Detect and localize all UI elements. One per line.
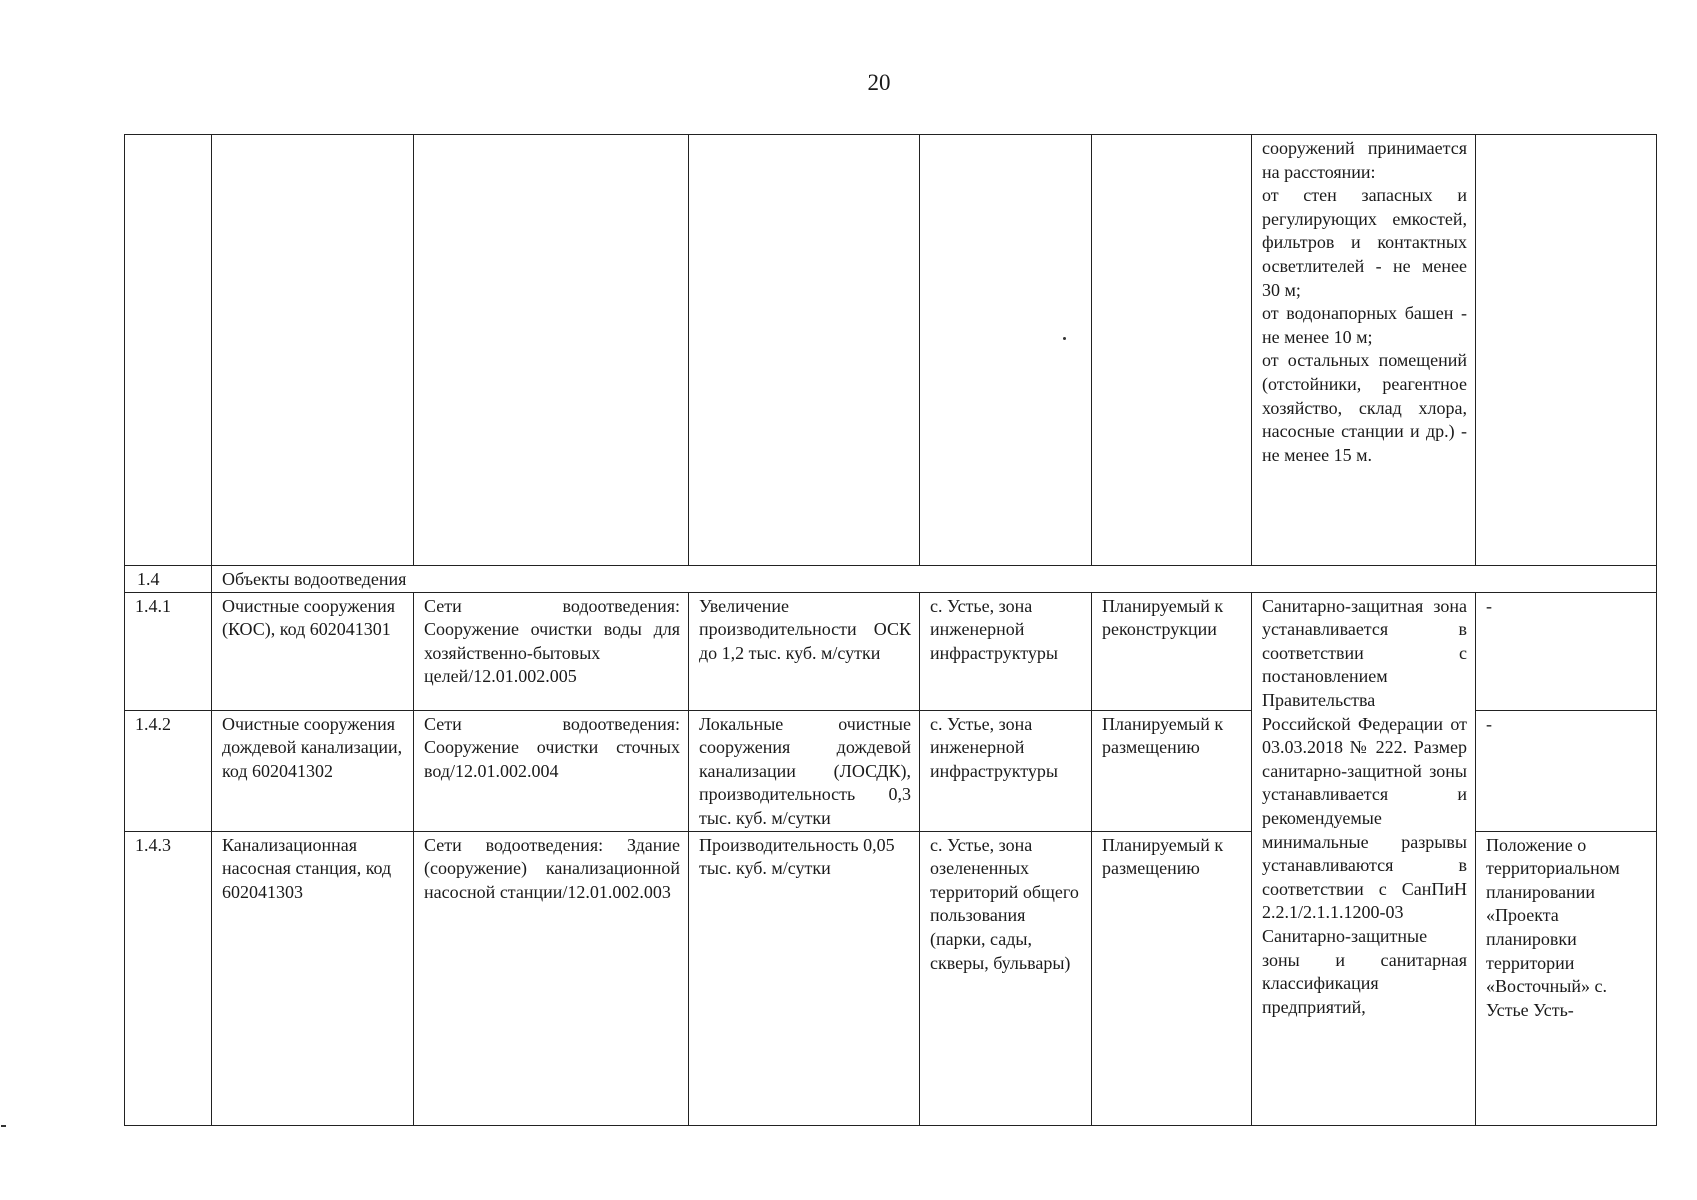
cont-cell-params <box>689 135 920 566</box>
distance-line: от водонапорных башен - не менее 10 м; <box>1262 303 1467 347</box>
row-note: - <box>1476 592 1657 710</box>
row-status: Планируемый к размещению <box>1092 831 1252 1125</box>
cont-cell-name <box>212 135 414 566</box>
row-type: Сети водоотведения: Сооружение очистки сточных вод/12.01.002.004 <box>414 710 689 831</box>
cont-cell-zone-distances <box>1252 135 1476 566</box>
section-header-row <box>125 566 1657 593</box>
row-code: 1.4.1 <box>125 592 212 710</box>
row-params: Увеличение производительности ОСК до 1,2 тыс. куб. м/сутки <box>689 592 920 710</box>
facilities-table <box>124 134 1657 1126</box>
row-note: Положение о территориальном планировании «Проекта планировки территории «Восточный» с. Устье Усть- <box>1476 831 1657 1125</box>
distance-line: от стен запасных и регулирующих емкостей, фильтров и контактных осветлителей - не менее 30 м; <box>1262 185 1467 300</box>
row-type: Сети водоотведения: Здание (сооружение) канализационной насосной станции/12.01.002.003 <box>414 831 689 1125</box>
table-row <box>125 592 1657 710</box>
row-code: 1.4.3 <box>125 831 212 1125</box>
row-status: Планируемый к реконструкции <box>1092 592 1252 710</box>
distance-line: от остальных помещений (отстойники, реагентное хозяйство, склад хлора, насосные станции и др.) - не менее 15 м. <box>1262 350 1467 465</box>
row-code: 1.4.2 <box>125 710 212 831</box>
row-location: с. Устье, зона инженерной инфраструктуры <box>920 710 1092 831</box>
row-status: Планируемый к размещению <box>1092 710 1252 831</box>
row-location: с. Устье, зона озелененных территорий общего пользования (парки, сады, скверы, бульвары) <box>920 831 1092 1125</box>
row-name: Очистные сооружения дождевой канализации, код 602041302 <box>212 710 414 831</box>
row-note: - <box>1476 710 1657 831</box>
cont-cell-code <box>125 135 212 566</box>
scan-edge-mark <box>1 1125 6 1127</box>
continuation-row <box>125 135 1657 566</box>
cont-cell-status <box>1092 135 1252 566</box>
row-params: Локальные очистные сооружения дождевой канализации (ЛОСДК), производительность 0,3 тыс. куб. м/сутки <box>689 710 920 831</box>
cont-cell-location <box>920 135 1092 566</box>
distance-line: сооружений принимается на расстоянии: <box>1262 138 1467 182</box>
page-number: 20 <box>867 70 891 95</box>
sanitary-zone-note: Санитарно-защитная зона устанавливается в соответствии с постановлением Правительства Российской Федерации от 03.03.2018 № 222. Размер санитарно-защитной зоны устанавливается и рекомендуемые минимальные разрывы устанавливаются в соответствии с СанПиН 2.2.1/2.1.1.1200-03 Санитарно-защитные зоны и санитарная классификация предприятий, <box>1252 592 1476 1125</box>
cont-cell-note <box>1476 135 1657 566</box>
row-type: Сети водоотведения: Сооружение очистки воды для хозяйственно-бытовых целей/12.01.002.005 <box>414 592 689 710</box>
row-name: Очистные сооружения (КОС), код 602041301 <box>212 592 414 710</box>
row-params: Производительность 0,05 тыс. куб. м/сутки <box>689 831 920 1125</box>
row-location: с. Устье, зона инженерной инфраструктуры <box>920 592 1092 710</box>
section-code: 1.4 <box>125 566 212 593</box>
section-title: Объекты водоотведения <box>212 566 1657 593</box>
row-name: Канализационная насосная станция, код 602041303 <box>212 831 414 1125</box>
cont-cell-type <box>414 135 689 566</box>
